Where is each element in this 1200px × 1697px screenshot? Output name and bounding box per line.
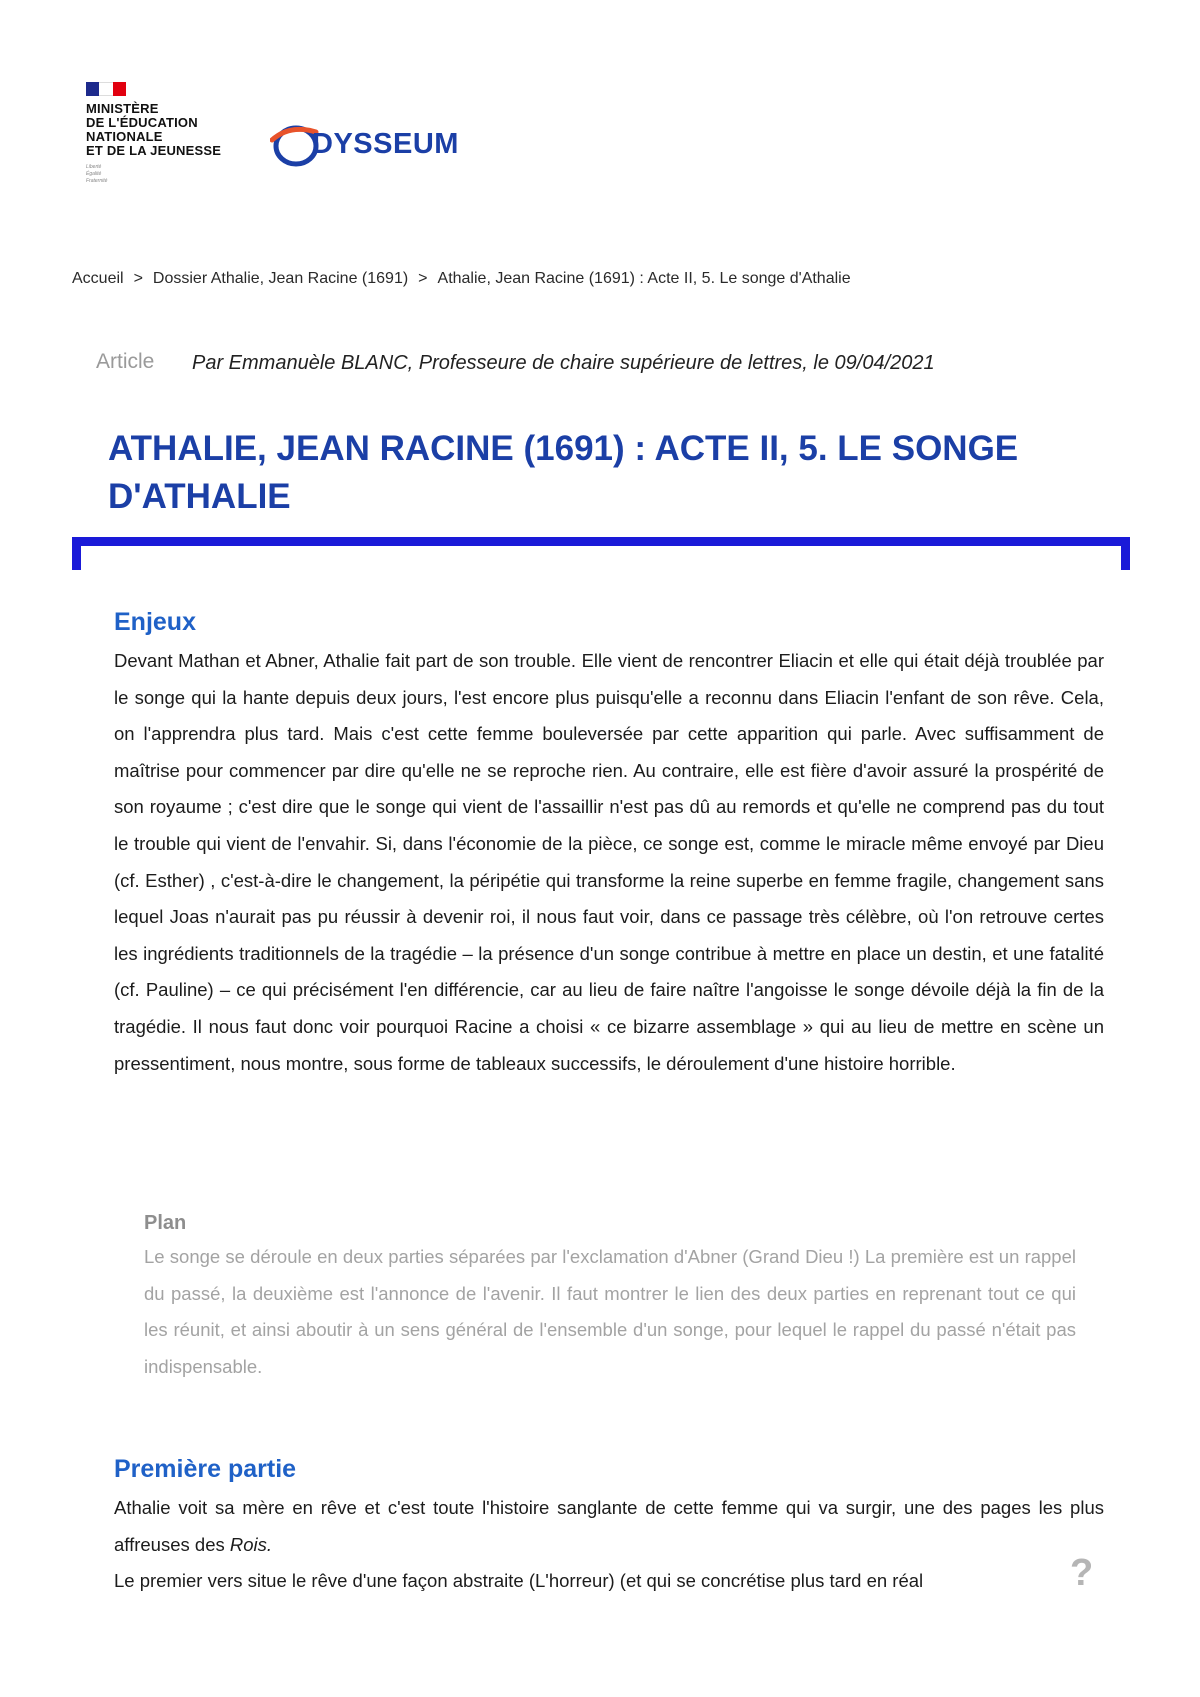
page-header [0,0,1200,220]
author-line: Par Emmanuèle BLANC, Professeure de chaire supérieure de lettres, le 09/04/2021 [192,352,935,374]
breadcrumb-item-current: Athalie, Jean Racine (1691) : Acte II, 5. Le songe d'Athalie [437,270,851,287]
section-text-enjeux: Devant Mathan et Abner, Athalie fait part de son trouble. Elle vient de rencontrer Eliacin et elle qui était déjà troublée par le songe qui la hante depuis deux jours, l'est encore plus puisqu'elle a reconnu dans Eliacin l'enfant de son rêve. Cela, on l'apprendra plus tard. Mais c'est cette femme bouleversée par cette apparition qui parle. Avec suffisamment de maîtrise pour commencer par dire qu'elle ne se reproche rien. Au contraire, elle est fière d'avoir assuré la prospérité de son royaume ; c'est dire que le songe qui vient de l'assaillir n'est pas dû au remords et qu'elle ne comprend pas du tout le trouble qui vient de l'envahir. Si, dans l'économie de la pièce, ce songe est, comme le miracle même envoyé par Dieu (cf. Esther) , c'est-à-dire le changement, la péripétie qui transforme la reine superbe en femme fragile, changement sans lequel Joas n'aurait pas pu réussir à devenir roi, il nous faut voir, dans ce passage très célèbre, où l'on retrouve certes les ingrédients traditionnels de la tragédie – la présence d'un songe contribue à mettre en place un destin, et une fatalité (cf. Pauline) – ce qui précisément l'en différencie, car au lieu de faire naître l'angoisse le songe dévoile déjà la fin de la tragédie. Il nous faut donc voir pourquoi Racine a choisi « ce bizarre assemblage » qui au lieu de mettre en scène un pressentiment, nous montre, sous forme de tableaux successifs, le déroulement d'une histoire horrible. [114,650,1104,1074]
content-type-label: Article [96,350,155,373]
premiere-text-main: Athalie voit sa mère en rêve et c'est toute l'histoire sanglante de cette femme qui va surgir, une des pages les plus affreuses des [114,1497,1104,1555]
section-text-plan: Le songe se déroule en deux parties séparées par l'exclamation d'Abner (Grand Dieu !) La première est un rappel du passé, la deuxième est l'annonce de l'avenir. Il faut montrer le lien des deux parties en reprenant tout ce qui les réunit, et ainsi aboutir à un sens général de l'ensemble d'un songe, pour lequel le rappel du passé n'était pas indispensable. [144,1246,1076,1377]
section-heading-premiere-partie: Première partie [114,1455,297,1483]
title-underline-right-tick [1121,537,1130,570]
premiere-text-line2: Le premier vers situe le rêve d'une façon abstraite (L'horreur) (et qui se concrétise plus tard en réal [114,1570,924,1592]
breadcrumb-separator: > [418,270,428,287]
page-title: ATHALIE, JEAN RACINE (1691) : ACTE II, 5. LE SONGE D'ATHALIE [108,429,1019,516]
help-icon[interactable]: ? [1070,1552,1094,1594]
section-text-premiere-partie [114,1490,1104,1600]
section-heading-enjeux: Enjeux [114,608,196,636]
republic-motto: Liberté Égalité Fraternité [86,164,108,184]
breadcrumb [72,270,851,288]
odysseum-logo-text: DYSSEUM [312,128,459,160]
ministry-name: MINISTÈRE DE L'ÉDUCATION NATIONALE ET DE LA JEUNESSE [86,101,222,158]
section-heading-plan: Plan [144,1212,187,1234]
breadcrumb-item-home[interactable]: Accueil [72,270,124,287]
title-underline [72,537,1130,546]
odysseum-logo[interactable] [270,118,490,174]
plan-box [144,1212,1076,1385]
premiere-text-italic: Rois. [229,1533,273,1555]
title-underline-left-tick [72,537,81,570]
ministry-logo[interactable] [86,82,246,185]
breadcrumb-separator: > [133,270,143,287]
marianne-flag-icon [86,82,126,96]
article-meta [96,350,1146,380]
breadcrumb-item-dossier[interactable]: Dossier Athalie, Jean Racine (1691) [152,270,409,287]
